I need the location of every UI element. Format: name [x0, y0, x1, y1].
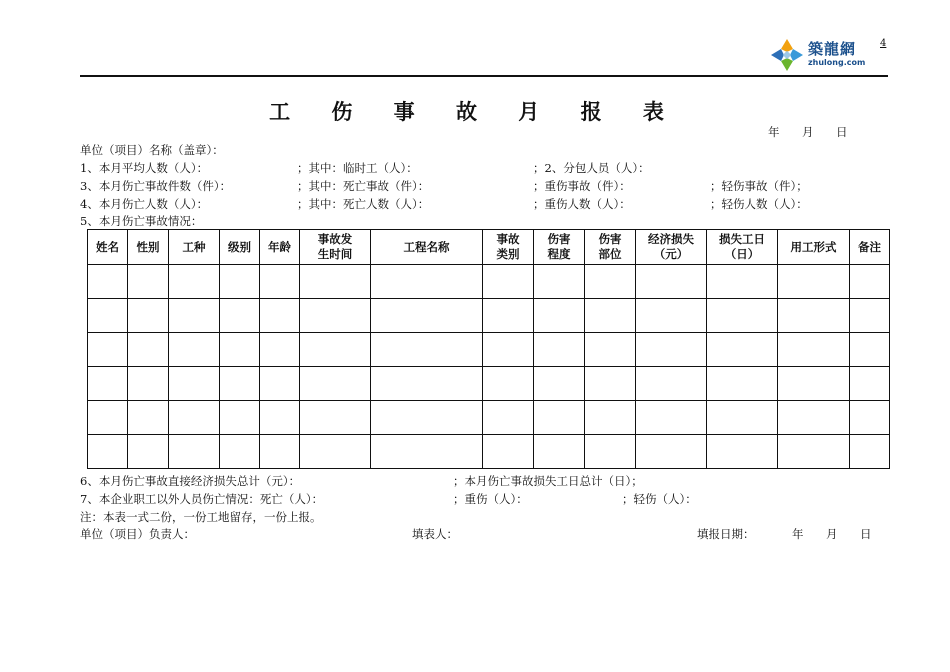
table-cell[interactable] [128, 435, 169, 469]
table-cell[interactable] [778, 367, 850, 401]
table-cell[interactable] [636, 299, 707, 333]
economic-loss-total-label: 6、本月伤亡事故直接经济损失总计（元）： [80, 474, 301, 488]
col-header-injury-part: 伤害 部位 [585, 230, 636, 265]
fill-date-day: 日 [860, 527, 872, 541]
table-cell[interactable] [371, 367, 483, 401]
table-cell[interactable] [220, 333, 260, 367]
date-year-label: 年 [768, 125, 780, 139]
table-cell[interactable] [169, 299, 220, 333]
page-number: 4 [880, 38, 887, 49]
table-cell[interactable] [128, 299, 169, 333]
death-count-label: ；其中：死亡人数（人）： [297, 197, 430, 211]
table-cell[interactable] [88, 333, 128, 367]
table-cell[interactable] [850, 435, 890, 469]
table-cell[interactable] [371, 265, 483, 299]
table-cell[interactable] [371, 299, 483, 333]
casualty-count-label: 4、本月伤亡人数（人）： [80, 197, 209, 211]
table-cell[interactable] [707, 265, 778, 299]
date-day-label: 日 [836, 125, 848, 139]
table-cell[interactable] [88, 401, 128, 435]
table-cell[interactable] [128, 333, 169, 367]
serious-accident-label: ；重伤事故（件）： [533, 179, 631, 193]
table-row [88, 367, 890, 401]
table-cell[interactable] [534, 333, 585, 367]
table-cell[interactable] [850, 367, 890, 401]
report-title: 工 伤 事 故 月 报 表 [269, 99, 681, 124]
table-cell[interactable] [636, 333, 707, 367]
col-header-employment-type: 用工形式 [778, 230, 850, 265]
table-cell[interactable] [585, 333, 636, 367]
accident-details-label: 5、本月伤亡事故情况： [80, 214, 203, 228]
table-cell[interactable] [778, 333, 850, 367]
table-row [88, 333, 890, 367]
table-cell[interactable] [371, 401, 483, 435]
header-rule [80, 75, 888, 77]
table-cell[interactable] [128, 367, 169, 401]
col-header-age: 年龄 [260, 230, 300, 265]
table-cell[interactable] [88, 265, 128, 299]
avg-headcount-label: 1、本月平均人数（人）： [80, 161, 209, 175]
table-cell[interactable] [707, 435, 778, 469]
table-cell[interactable] [483, 367, 534, 401]
external-minor-label: ；轻伤（人）： [622, 492, 697, 506]
table-cell[interactable] [850, 333, 890, 367]
col-header-gender: 性别 [128, 230, 169, 265]
table-cell[interactable] [585, 265, 636, 299]
table-cell[interactable] [707, 299, 778, 333]
unit-name-line: 单位（项目）名称（盖章）： [80, 143, 224, 157]
col-header-name: 姓名 [88, 230, 128, 265]
copies-note: 注：本表一式二份，一份工地留存，一份上报。 [80, 510, 322, 524]
table-cell[interactable] [534, 401, 585, 435]
unit-leader-label: 单位（项目）负责人： [80, 527, 195, 541]
col-header-project-name: 工程名称 [371, 230, 483, 265]
table-cell[interactable] [636, 265, 707, 299]
table-cell[interactable] [128, 265, 169, 299]
col-header-trade: 工种 [169, 230, 220, 265]
table-cell[interactable] [371, 333, 483, 367]
table-cell[interactable] [585, 401, 636, 435]
table-cell[interactable] [300, 435, 371, 469]
accident-table [87, 229, 890, 469]
date-month-label: 月 [802, 125, 814, 139]
table-cell[interactable] [483, 265, 534, 299]
table-row [88, 401, 890, 435]
table-cell[interactable] [707, 401, 778, 435]
zhulong-logo [770, 36, 870, 76]
table-cell[interactable] [260, 265, 300, 299]
table-cell[interactable] [300, 333, 371, 367]
table-cell[interactable] [300, 367, 371, 401]
table-cell[interactable] [300, 265, 371, 299]
col-header-accident-time: 事故发 生时间 [300, 230, 371, 265]
table-cell[interactable] [850, 265, 890, 299]
table-cell[interactable] [585, 367, 636, 401]
table-cell[interactable] [585, 299, 636, 333]
table-cell[interactable] [260, 333, 300, 367]
table-cell[interactable] [260, 435, 300, 469]
table-cell[interactable] [300, 401, 371, 435]
table-cell[interactable] [778, 265, 850, 299]
fatal-accident-label: ；其中：死亡事故（件）： [297, 179, 430, 193]
table-cell[interactable] [534, 299, 585, 333]
table-cell[interactable] [778, 299, 850, 333]
table-cell[interactable] [88, 299, 128, 333]
table-cell[interactable] [850, 401, 890, 435]
table-cell[interactable] [483, 401, 534, 435]
table-cell[interactable] [483, 333, 534, 367]
table-cell[interactable] [707, 367, 778, 401]
table-cell[interactable] [585, 435, 636, 469]
workdays-lost-total-label: ；本月伤亡事故损失工日总计（日）； [453, 474, 643, 488]
table-cell[interactable] [778, 435, 850, 469]
table-cell[interactable] [707, 333, 778, 367]
table-cell[interactable] [88, 367, 128, 401]
table-row [88, 265, 890, 299]
table-cell[interactable] [636, 367, 707, 401]
table-cell[interactable] [850, 299, 890, 333]
temp-workers-label: ；其中：临时工（人）： [297, 161, 418, 175]
col-header-grade: 级别 [220, 230, 260, 265]
col-header-accident-type: 事故 类别 [483, 230, 534, 265]
fill-date-label: 填报日期： [697, 527, 755, 541]
col-header-injury-severity: 伤害 程度 [534, 230, 585, 265]
table-cell[interactable] [169, 401, 220, 435]
fill-date-month: 月 [826, 527, 838, 541]
filler-label: 填表人： [412, 527, 458, 541]
table-cell[interactable] [371, 435, 483, 469]
table-cell[interactable] [534, 265, 585, 299]
table-cell[interactable] [88, 435, 128, 469]
table-cell[interactable] [128, 401, 169, 435]
accident-count-label: 3、本月伤亡事故件数（件）： [80, 179, 232, 193]
logo-domain: zhulong.com [808, 58, 866, 67]
table-cell[interactable] [300, 299, 371, 333]
minor-accident-label: ；轻伤事故（件）； [710, 179, 808, 193]
table-row [88, 299, 890, 333]
table-cell[interactable] [220, 299, 260, 333]
col-header-remarks: 备注 [850, 230, 890, 265]
table-cell[interactable] [169, 333, 220, 367]
serious-injury-count-label: ；重伤人数（人）： [533, 197, 631, 211]
col-header-economic-loss: 经济损失 （元） [636, 230, 707, 265]
external-serious-label: ；重伤（人）： [453, 492, 528, 506]
table-cell[interactable] [260, 299, 300, 333]
table-cell[interactable] [220, 435, 260, 469]
minor-injury-count-label: ；轻伤人数（人）： [710, 197, 808, 211]
table-cell[interactable] [483, 299, 534, 333]
table-cell[interactable] [483, 435, 534, 469]
logo-name: 築龍網 [808, 40, 857, 58]
fill-date-year: 年 [792, 527, 804, 541]
table-cell[interactable] [778, 401, 850, 435]
table-cell[interactable] [169, 435, 220, 469]
logo-diamond-icon [770, 38, 804, 72]
table-cell[interactable] [260, 401, 300, 435]
table-cell[interactable] [169, 367, 220, 401]
table-cell[interactable] [169, 265, 220, 299]
external-deaths-label: 7、本企业职工以外人员伤亡情况：死亡（人）： [80, 492, 324, 506]
table-cell[interactable] [260, 367, 300, 401]
table-cell[interactable] [534, 367, 585, 401]
table-cell[interactable] [220, 265, 260, 299]
table-cell[interactable] [220, 401, 260, 435]
table-cell[interactable] [220, 367, 260, 401]
col-header-lost-workdays: 损失工日 （日） [707, 230, 778, 265]
table-cell[interactable] [534, 435, 585, 469]
table-cell[interactable] [636, 401, 707, 435]
subcontract-staff-label: ；2、分包人员（人）： [533, 161, 650, 175]
table-row [88, 435, 890, 469]
table-cell[interactable] [636, 435, 707, 469]
table-header-row [88, 230, 890, 265]
